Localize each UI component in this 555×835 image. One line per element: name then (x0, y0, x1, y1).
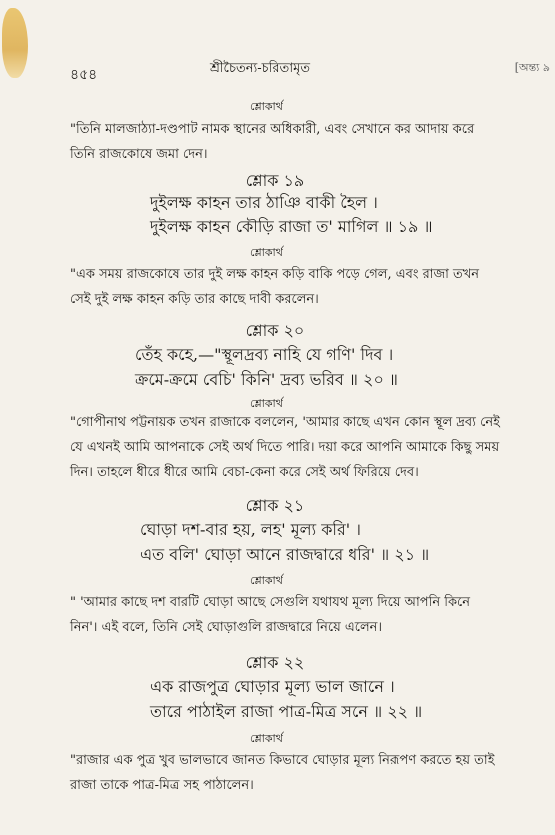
verse-heading: শ্লোক ২১ (245, 496, 305, 515)
verse-heading: শ্লোক ২০ (245, 321, 305, 340)
verse-line: এত বলি' ঘোড়া আনে রাজদ্বারে ধরি' ॥ ২১ ॥ (140, 545, 430, 564)
page-header (70, 61, 550, 85)
translation-paragraph: "গোপীনাথ পট্টনায়ক তখন রাজাকে বললেন, 'আমার কাছে এখন কোন স্থূল দ্রব্য নেই যে এখনই আমি আপনাকে সেই অর্থ দিতে পারি। দয়া করে আপনি আমাকে কিছু সময় দিন। তাহলে ধীরে ধীরে আমি বেচা-কেনা করে সেই অর্থ ফিরিয়ে দেব। (70, 415, 500, 480)
verse-line: ক্রমে-ক্রমে বেচি' কিনি' দ্রব্য ভরিব ॥ ২০ ॥ (135, 370, 398, 389)
verse-line: দুইলক্ষ কাহন কৌড়ি রাজা ত' মাগিল ॥ ১৯ ॥ (150, 217, 433, 236)
section-label: শ্লোকার্থ (250, 574, 283, 587)
page-number: ৪৫৪ (70, 67, 98, 83)
verse-line: ঘোড়া দশ-বার হয়, লহ' মূল্য করি' । (140, 520, 361, 539)
verse-line: তেঁহ কহে,—"স্থূলদ্রব্য নাহি যে গণি' দিব । (135, 345, 394, 364)
translation-paragraph: " 'আমার কাছে দশ বারটি ঘোড়া আছে সেগুলি যথাযথ মূল্য দিয়ে আপনি কিনে নিন'। এই বলে, তিনি সেই ঘোড়াগুলি রাজদ্বারে নিয়ে এলেন। (70, 595, 471, 635)
page-stain (2, 8, 28, 78)
section-label: শ্লোকার্থ (250, 246, 283, 259)
verse-heading: শ্লোক ১৯ (245, 171, 305, 190)
section-label: শ্লোকার্থ (250, 100, 283, 113)
translation-paragraph: "রাজার এক পুত্র খুব ভালভাবে জানত কিভাবে ঘোড়ার মূল্য নিরূপণ করতে হয় তাই রাজা তাকে পাত্র-মিত্র সহ পাঠালেন। (70, 753, 495, 793)
translation-paragraph: "এক সময় রাজকোষে তার দুই লক্ষ কাহন কড়ি বাকি পড়ে গেল, এবং রাজা তখন সেই দুই লক্ষ কাহন কড়ি তার কাছে দাবী করলেন। (70, 267, 480, 307)
section-label: শ্লোকার্থ (250, 397, 283, 410)
running-title: শ্রীচৈতন্য-চরিতামৃত (210, 61, 311, 76)
verse-line: দুইলক্ষ কাহন তার ঠাঞি বাকী হৈল । (150, 193, 378, 212)
verse-heading: শ্লোক ২২ (245, 653, 305, 672)
verse-line: এক রাজপুত্র ঘোড়ার মূল্য ভাল জানে । (150, 677, 395, 696)
section-label: শ্লোকার্থ (250, 732, 283, 745)
chapter-reference: [অন্ত্য ৯ (514, 61, 550, 74)
verse-line: তারে পাঠাইল রাজা পাত্র-মিত্র সনে ॥ ২২ ॥ (150, 702, 423, 721)
translation-paragraph: "তিনি মালজাঠ্যা-দণ্ডপাট নামক স্থানের অধিকারী, এবং সেখানে কর আদায় করে তিনি রাজকোষে জমা দেন। (70, 122, 475, 162)
